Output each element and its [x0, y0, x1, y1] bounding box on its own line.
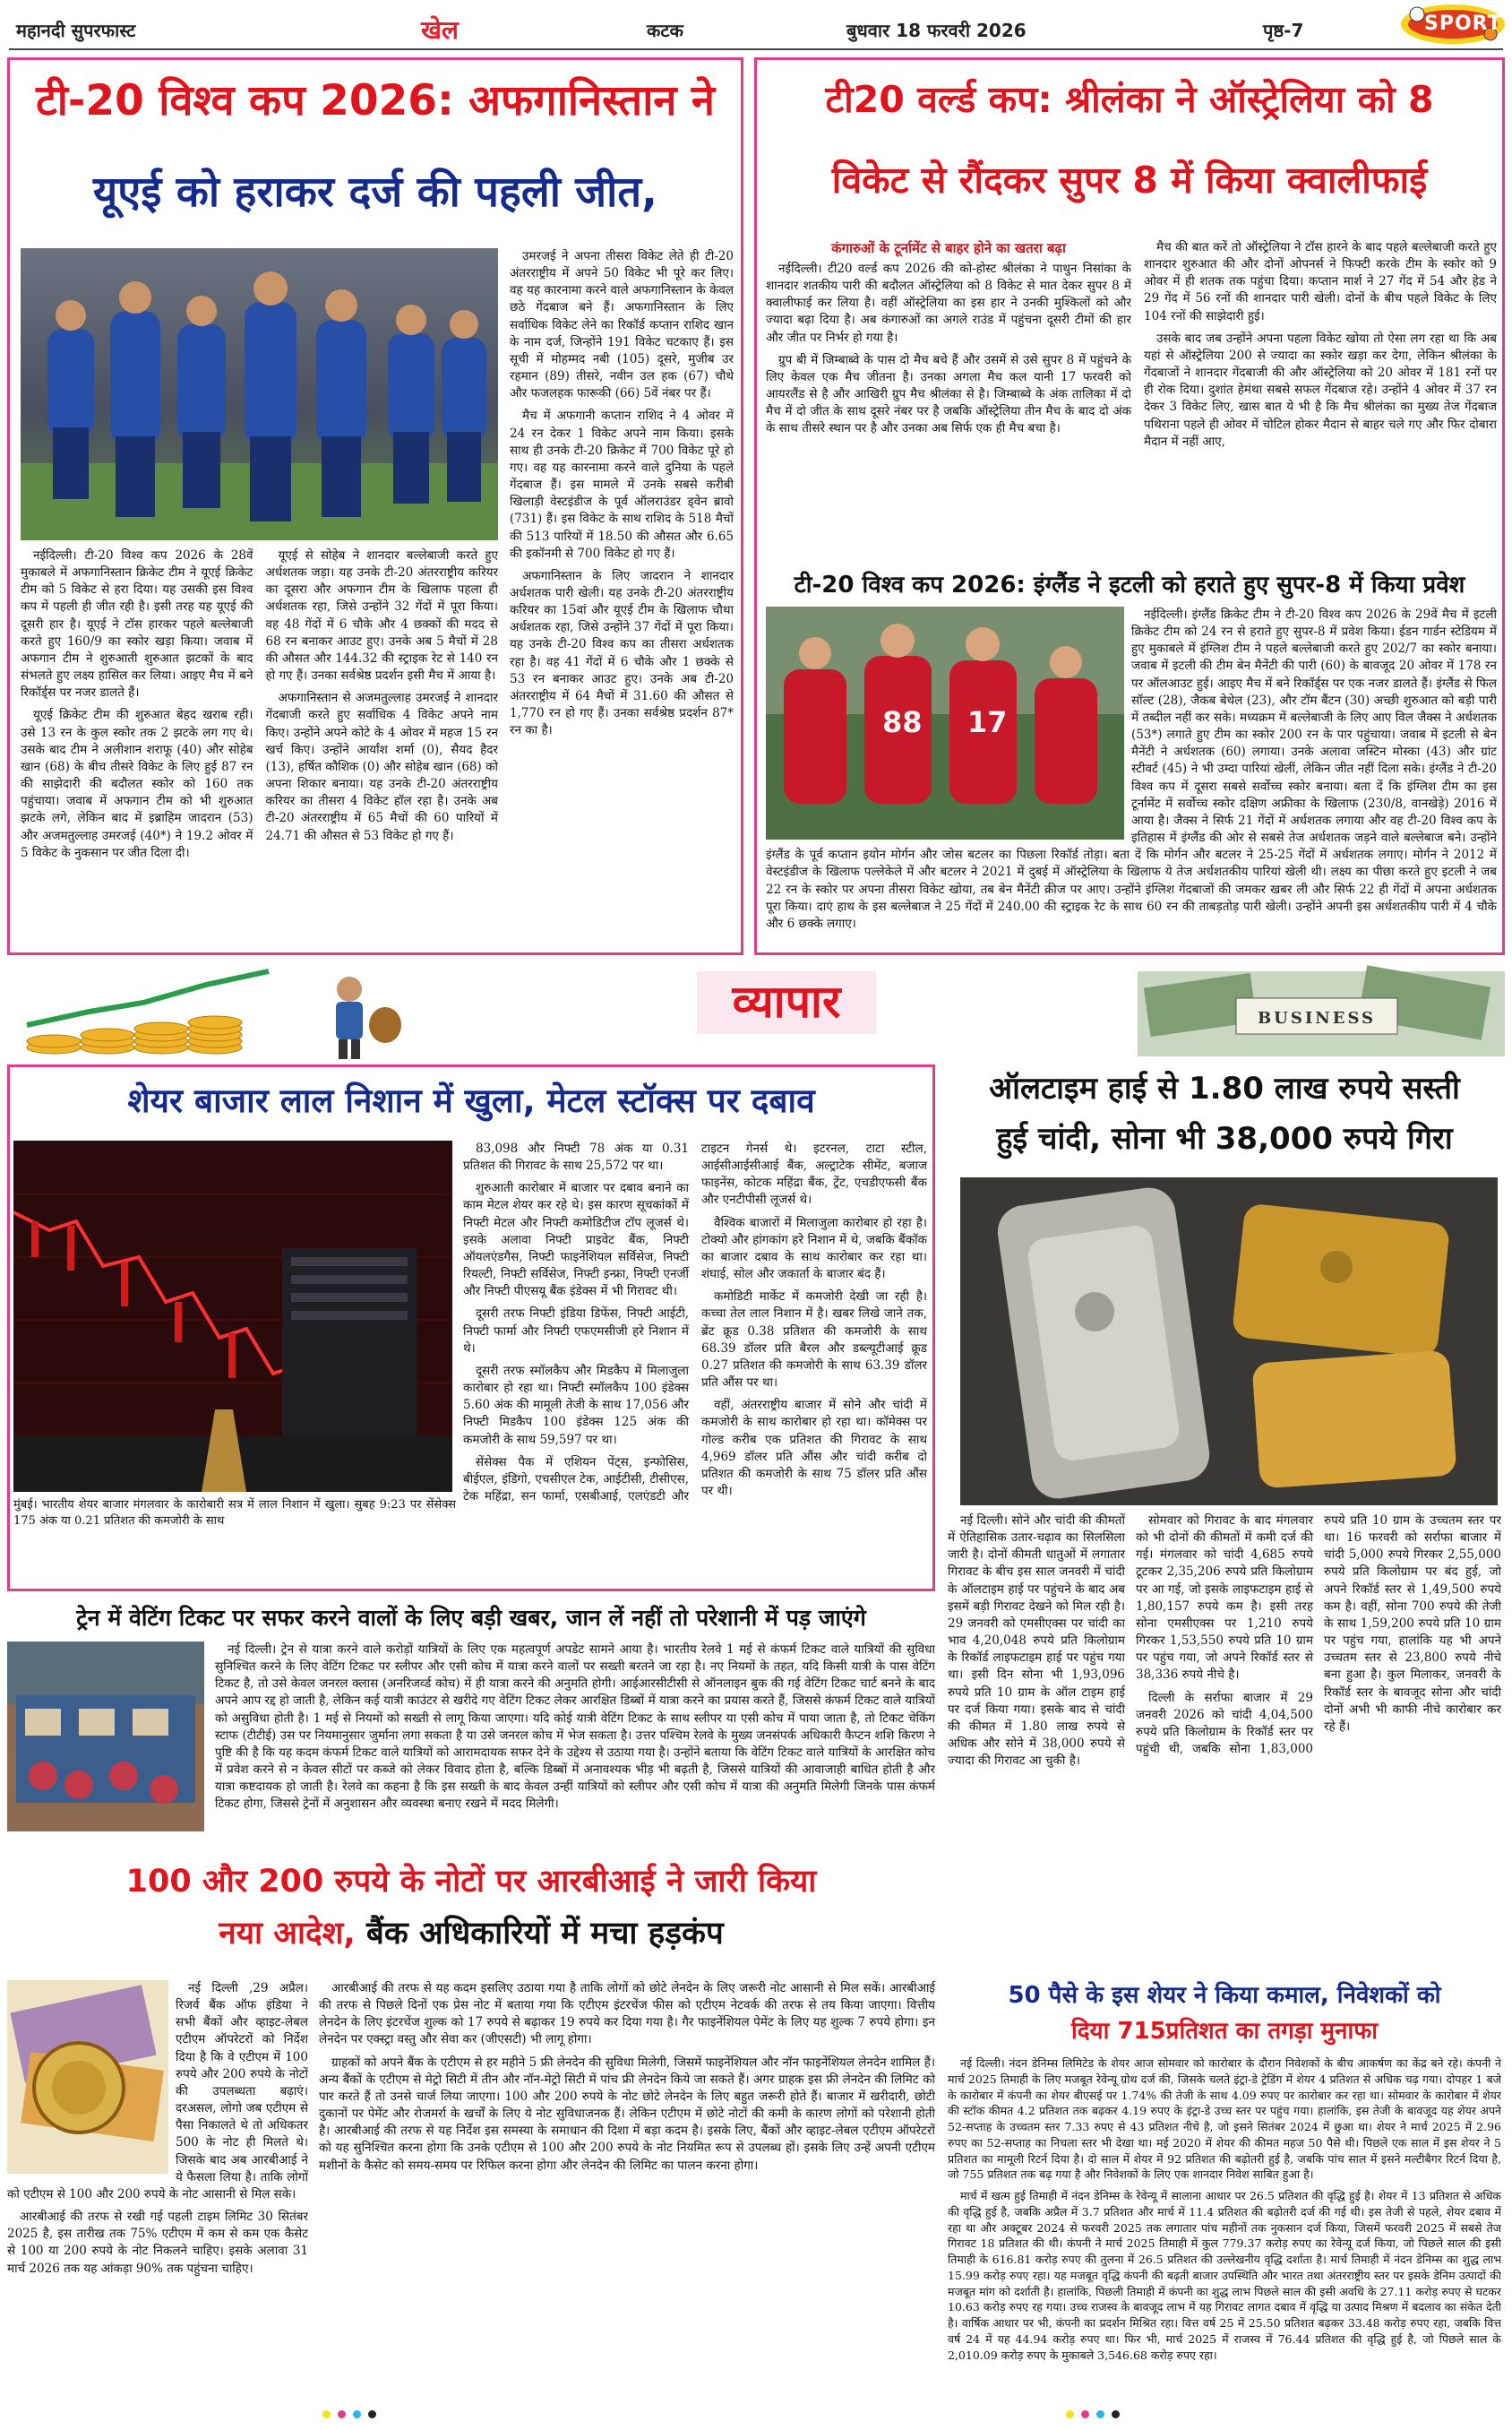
sl-para: ग्रुप बी में जिम्बाब्वे के पास दो मैच बचे हैं और उसमें से उसे सुपर 8 में पहुंचने के लिए केवल एक मैच जीतना है। उनका अगला मैच कल यानी 17 फरवरी को आयरलैंड से है और आखिरी ग्रुप मैच श्रीलंका से है। जिम्बाब्वे के अंक तालिका में दो मैच में दो जीत के साथ दूसरे नंबर पर है जबकि ऑस्ट्रेलिया तीन मैच के बाद दो अंक के साथ तीसरे स्थान पर है और उनका अब सिर्फ एक ही मैच बचा है। [766, 352, 1131, 436]
share-para: वैश्विक बाजारों में मिलाजुला कारोबार हो रहा है। टोक्यो और हांगकांग हरे निशान में थे, जबकि बैंकॉक का बाजार दबाव के साथ कारोबार कर रहा था। शंघाई, सोल और जकार्ता के बाजार बंद हैं। [701, 1215, 927, 1282]
afg-article-box [7, 57, 743, 955]
share-para: दूसरी तरफ निफ्टी इंडिया डिफेंस, निफ्टी आईटी, निफ्टी फार्मा और निफ्टी एफएमसीजी हरे निशान में थे। [463, 1306, 689, 1356]
share-para: दूसरी तरफ स्मॉलकैप और मिडकैप में मिलाजुला कारोबार हो रहा था। निफ्टी स्मॉलकैप 100 इंडेक्स 5.60 अंक की मामूली तेजी के साथ 17,056 और निफ्टी मिडकैप 100 इंडेक्स 125 अंक की कमजोरी के साथ 59,597 पर था। [463, 1363, 689, 1447]
afg-para: नईदिल्ली। टी-20 विश्व कप 2026 के 28वें मुकाबले में अफगानिस्तान क्रिकेट टीम ने यूएई क्रिकेट टीम को 5 विकेट से हरा दिया। यह उसकी इस विश्व कप में पहली ही जीत रही है। इसी तरह यह यूएई की दूसरी हार है। यूएई ने टॉस हारकर पहले बल्लेबाजी करते हुए 160/9 का स्कोर खड़ा किया। जवाब में अफगान टीम ने शुरुआती शुरुआत झटकों के बाद संभलते हुए लक्ष्य हासिल कर लिया। आइए मैच में बने रिकॉर्ड्स पर नजर डालते हैं। [21, 548, 253, 701]
sl-para: मैच की बात करें तो ऑस्ट्रेलिया ने टॉस हारने के बाद पहले बल्लेबाजी करते हुए शानदार शुरुआत की और दोनों ओपनर्स ने फिफ्टी करके टीम के स्कोर को 9 ओवर में ही शतक तक पहुंचा दिया। कप्तान मार्श ने 27 गेंद में 54 और हेड ने 29 गेंद में 56 रनों की शानदार पारी खेली। दोनों के बीच पहले विकेट के लिए 104 रनों की साझेदारी हुई। [1144, 240, 1497, 323]
gold-silver-bars-photo [960, 1177, 1498, 1505]
silver-para: नई दिल्ली। सोने और चांदी की कीमतों में ऐतिहासिक उतार-चढ़ाव का सिलसिला जारी है। दोनों कीमती धातुओं में लगातार गिरावट के बीच इस साल जनवरी में चांदी के ऑलटाइम हाई पर पहुंचने के बाद अब इसमें बड़ी गिरावट देखने को मिल रही है। 29 जनवरी को एमसीएक्स पर चांदी का भाव 4,20,048 रुपये प्रति किलोग्राम के रिकॉर्ड लाइफटाइम हाई पर पहुंच गया था। इसी दिन सोना भी 1,93,096 रुपये प्रति 10 ग्राम के ऑल टाइम हाई पर दर्ज किया गया। इसके बाद से चांदी की कीमत में 1.80 लाख रुपये से अधिक और सोने में 38,000 रुपये से ज्यादा की गिरावट आ चुकी है। [948, 1513, 1125, 1769]
business-word: BUSINESS [1257, 1009, 1377, 1028]
share-para: सेंसेक्स पैक में एशियन पेंट्स, इन्फोसिस, बीईएल, इंडिगो, एचसीएल टेक, आईटीसी, टीसीएस, टेक महिंद्रा, सन फार्मा, एसबीआई, एलएंडटी और टाइटन गेनर्स थे। इटरनल, टाटा स्टील, आईसीआईसीआई बैंक, अल्ट्राटेक सीमेंट, बजाज फाइनेंस, कोटक महिंद्रा बैंक, ट्रेंट, एचडीएफसी बैंक और एनटीपीसी लूजर्स थे। [463, 1142, 927, 1504]
print-dot [1096, 2410, 1104, 2418]
issue-date: बुधवार 18 फरवरी 2026 [846, 20, 1027, 41]
afg-body-left [21, 547, 498, 946]
rbi-left-text [7, 1980, 308, 2348]
eng-headline: टी-20 विश्व कप 2026: इंग्लैंड ने इटली को हराते हुए सुपर-8 में किया प्रवेश [794, 572, 1465, 599]
sl-body-left [766, 261, 1131, 556]
share-para: 83,098 और निफ्टी 78 अंक या 0.31 प्रतिशत की गिरावट के साथ 25,572 पर था। [463, 1142, 689, 1174]
page-number: पृष्ठ-7 [1263, 20, 1304, 41]
rbi-right-text [319, 1980, 935, 2348]
rbi-left [7, 1980, 308, 2348]
paise-para: मार्च में खत्म हुई तिमाही में नंदन डेनिम्स के रेवेन्यू में सालाना आधार पर 26.5 प्रतिशत की वृद्धि हुई है। शेयर में 13 प्रतिशत से अधिक की वृद्धि हुई है, जबकि अप्रैल में 3.7 प्रतिशत और मार्च में 11.4 प्रतिशत की बढ़ोतरी दर्ज की गई थी। इस तेजी से पहले, शेयर दबाव में रहा था और अक्टूबर 2024 से फरवरी 2025 तक लगातार पांच महीनों तक नुकसान दर्ज किया, जिसमें फरवरी 2025 में सबसे तेज गिरावट 18 प्रतिशत की थी। कंपनी ने मार्च 2025 तिमाही में कुल 779.37 करोड़ रुपए का रेवेन्यू दर्ज किया, जो पिछले साल की इसी तिमाही के 616.81 करोड़ रुपए की तुलना में 26.5 प्रतिशत की उल्लेखनीय वृद्धि दर्शाता है। मार्च तिमाही में नंदन डेनिम्स का शुद्ध लाभ 15.99 करोड़ रुपए रहा। यह मजबूत वृद्धि कंपनी की बढ़ती बाजार उपस्थिति और भारत तथा अंतरराष्ट्रीय स्तर पर इसके डेनिम उत्पादों की मजबूत मांग को दर्शाती है। हालांकि, पिछली तिमाही में कंपनी का शुद्ध लाभ पिछले साल की इसी अवधि के 27.11 करोड़ रुपए से घटकर 10.63 करोड़ रुपए रह गया। उच्च राजस्व के बावजूद लाभ में यह गिरावट लागत दबाव में वृद्धि या उत्पाद मिश्रण में बदलाव का संकेत देती है। वार्षिक आधार पर भी, कंपनी का प्रदर्शन मिश्रित रहा। वित्त वर्ष 25 में 25.50 प्रतिशत बढ़कर 33.48 करोड़ रुपए रहा, जबकि वित्त वर्ष 24 में यह 44.94 करोड़ रुपए था। फिर भी, मार्च 2025 में राजस्व में 76.44 प्रतिशत की वृद्धि हुई है, जो पिछले साल के 2,010.09 करोड़ रुपए के मुकाबले 3,546.68 करोड़ रुपए रहा। [948, 2189, 1501, 2362]
rbi-article [7, 1980, 935, 2394]
silver-para: दिल्ली के सर्राफा बाजार में 29 जनवरी 2026 को चांदी 4,04,500 रुपये प्रति किलोग्राम के रिकॉर्ड स्तर पर पहुंची थी, जबकि सोना 1,83,000 रुपये प्रति 10 ग्राम के उच्चतम स्तर पर था। 16 फरवरी को सर्राफा बाजार में चांदी 5,000 रुपये गिरकर 2,55,000 रुपये प्रति किलोग्राम पर बंद हुई, जो अपने रिकॉर्ड स्तर से 1,49,500 रुपये कम है। वहीं, सोना 700 रुपये की तेजी के साथ 1,59,200 रुपये प्रति 10 ग्राम पर पहुंच गया, हालांकि यह भी अपने उच्चतम स्तर से 23,800 रुपये नीचे बना हुआ है। कुल मिलाकर, जनवरी के रिकॉर्ड स्तर के बावजूद सोना और चांदी दोनों अभी भी काफी नीचे कारोबार कर रहे हैं। [1136, 1513, 1501, 1757]
share-para: वहीं, अंतरराष्ट्रीय बाजार में सोने और चांदी में कमजोरी के साथ कारोबार हो रहा था। कॉमेक्स पर गोल्ड करीब एक प्रतिशत की गिरावट के साथ 4,969 डॉलर प्रति औंस और चांदी करीब दो प्रतिशत की कमजोरी के साथ 75 डॉलर प्रति औंस पर थी। [701, 1398, 927, 1498]
silver-article [944, 1064, 1505, 2038]
sl-body-right [1144, 239, 1497, 556]
paise-headline-1: 50 पैसे के इस शेयर ने किया कमाल, निवेशकों को [1008, 1982, 1441, 2009]
afg-para: मैच में अफगानी कप्तान राशिद ने 4 ओवर में 24 रन देकर 1 विकेट अपने नाम किया। इसके साथ ही उनके टी-20 क्रिकेट में 700 विकेट पूरे हो गए। वह यह कारनामा करने वाले दुनिया के पहले गेंदबाज हैं। इस मामले में उनके सबसे करीबी खिलाड़ी वेस्टइंडीज के पूर्व ऑलराउंडर ड्वेन ब्रावो (731) हैं। इस विकेट के साथ राशिद के 518 मैचों की 513 पारियों में 18.50 की औसत और 6.65 की इकॉनमी से 700 विकेट हो गए हैं। [510, 409, 734, 561]
svg-text:88: 88 [882, 705, 923, 739]
share-para: कमोडिटी मार्केट में कमजोरी देखी जा रही है। कच्चा तेल लाल निशान में है। खबर लिखे जाने तक, ब्रेंट क्रूड 0.38 प्रतिशत की कमजोरी के साथ 68.39 डॉलर प्रति बैरल और डब्ल्यूटीआई क्रूड 0.27 प्रतिशत की कमजोरी के साथ 63.39 डॉलर प्रति औंस पर था। [701, 1289, 927, 1391]
sl-para: उसके बाद जब उन्होंने अपना पहला विकेट खोया तो ऐसा लग रहा था कि अब यहां से ऑस्ट्रेलिया 200 से ज्यादा का स्कोर खड़ा कर देगा, लेकिन श्रीलंका के गेंदबाजों ने शानदार गेंदबाजी की और ऑस्ट्रेलिया को 20 ओवर में 181 रनों पर ही रोक दिया। दुशांत हेमंथा सबसे सफल गेंदबाज रहे। उन्होंने 4 ओवर में 37 रन देकर 3 विकेट लिए, खास बात ये भी है कि मैच श्रीलंका का मुख्य तेज गेंदबाज पथिराना पहले ही ओवर में चोटिल होकर मैदान से बाहर चले गए और फिर दोबारा मैदान में नहीं आए, [1144, 331, 1497, 449]
afg-team-photo [21, 248, 498, 540]
train-headline: ट्रेन में वेटिंग टिकट पर सफर करने वालों के लिए बड़ी खबर, जान लें नहीं तो परेशानी में पड़ जाएंगे [76, 1605, 866, 1631]
afg-para: अफगानिस्तान के लिए जादरान ने शानदार अर्धशतक पारी खेली। यह उनके टी-20 अंतरराष्ट्रीय करियर का 15वां और यूएई टीम के खिलाफ चौथा अर्धशतक रहा, जिसे उन्होंने 37 गेंदों में पूरा किया। यह उनके टी-20 विश्व कप का तीसरा अर्धशतक रहा है। वह 41 गेंदों में 6 चौके और 1 छक्के से 53 रन बनाकर आउट हुए। उनके अब टी-20 अंतरराष्ट्रीय में 64 मैचों में 31.60 की औसत से 1,770 रन हो गए हैं। उनका सर्वश्रेष्ठ प्रदर्शन 87* रन का है। [510, 568, 734, 738]
sl-headline-1: टी20 वर्ल्ड कप: श्रीलंका ने ऑस्ट्रेलिया को 8 [825, 78, 1434, 121]
print-dot [322, 2410, 331, 2418]
afg-para: अफगानिस्तान से अजमतुल्लाह उमरजई ने शानदार गेंदबाजी करते हुए सर्वाधिक 4 विकेट अपने नाम किए। उन्होंने अपने कोटे के 4 ओवर में महज 15 रन खर्च किए। उन्होंने आर्यांश शर्मा (0), सैयद हैदर (13), हर्षित कौशिक (0) और सोहेब खान (68) को अपना शिकार बनाया। यह उनके टी-20 अंतरराष्ट्रीय करियर का तीसरा 4 विकेट हॉल रहा है। उनके अब टी-20 अंतरराष्ट्रीय में 65 मैचों की 60 पारियों में 24.71 की औसत से 53 विकेट हो गए हैं। [265, 691, 498, 843]
print-dot [353, 2410, 361, 2418]
afg-para: उमरजई ने अपना तीसरा विकेट लेते ही टी-20 अंतरराष्ट्रीय में अपने 50 विकेट भी पूरे कर लिए। वह यह कारनामा करने वाले अफगानिस्तान के केवल छठे गेंदबाज बने हैं। अफगानिस्तान के लिए सर्वाधिक विकेट लेने का रिकॉर्ड कप्तान राशिद खान के नाम दर्ज, जिन्होंने 191 विकेट चटकाए हैं। इस सूची में मोहम्मद नबी (105) दूसरे, मुजीब उर रहमान (89) तीसरे, नवीन उल हक (67) चौथे और फजलहक फारूकी (66) 5वें नंबर पर हैं। [510, 249, 734, 401]
rbi-para: ग्राहकों को अपने बैंक के एटीएम से हर महीने 5 फ्री लेनदेन की सुविधा मिलेगी, जिसमें फाइनेंशियल और नॉन फाइनेंशियल लेनदेन शामिल हैं। अन्य बैंकों के एटीएम से मेट्रो सिटी में तीन और नॉन-मेट्रो सिटी में पांच फ्री लेनदेन किये जा सकते हैं। अगर ग्राहक इस फ्री लेनदेन की लिमिट को पार करते हैं तो उनसे चार्ज लिया जाएगा। 100 और 200 रुपये के नोट छोटे लेनदेन के लिए बहुत जरूरी होते हैं। बाजार में खरीदारी, छोटी दुकानों पर पेमेंट और रोजमर्रा के खर्चों के लिए ये नोट सुविधाजनक हैं। लेकिन एटीएम में छोटे नोटों की कमी के कारण लोगों को परेशानी होती है। आरबीआई की तरफ से यह निर्देश इस समस्या के समाधान की दिशा में बड़ा कदम है। इसके लिए, बैंकों और व्हाइट-लेबल एटीएम ऑपरेटरों को यह सुनिश्चित करना होगा कि उनके एटीएम से 100 और 200 रुपये के नोट नियमित रूप से उपलब्ध हों। इसके लिए उन्हें अपनी एटीएम मशीनों के कैसेट को समय-समय पर रिफिल करना होगा और लेनदेन की लिमिट का पालन करना होगा। [319, 2055, 935, 2173]
paper-name: महानदी सुपरफास्ट [16, 20, 136, 41]
sl-subhead: कंगारुओं के टूर्नामेंट से बाहर होने का खतरा बढ़ा [831, 240, 1066, 256]
rbi-para: नई दिल्ली ,29 अप्रैल। रिजर्व बैंक ऑफ इंडिया ने सभी बैंकों और व्हाइट-लेबल एटीएम ऑपरेटरों को निर्देश दिया है कि वे एटीएम में 100 रुपये और 200 रुपये के नोटों की उपलब्धता बढ़ाएं। दरअसल, लोगो जब एटीएम से पैसा निकालते थे तो अधिकतर 500 के नोट ही मिलते थे। जिसके बाद अब आरबीआई ने ये फैसला लिया है। ताकि लोगों को एटीएम से 100 और 200 रुपये के नोट आसानी से मिल सके। [7, 1981, 308, 2202]
rbi-headline-2a: नया आदेश, [219, 1916, 356, 1952]
eng-body [766, 607, 1497, 947]
paise-headline-2: दिया 715प्रतिशत का तगड़ा मुनाफा [1071, 2018, 1378, 2045]
paise-body [948, 2055, 1501, 2389]
paise-article [944, 1980, 1505, 2394]
rbi-headline-2b: बैंक अधिकारियों में मचा हड़कंप [355, 1916, 724, 1952]
rbi-para: आरबीआई की तरफ से यह कदम इसलिए उठाया गया है ताकि लोगों को छोटे लेनदेन के लिए जरूरी नोट आसानी से मिल सकें। आरबीआई की तरफ से पिछले दिनों एक प्रेस नोट में बताया गया कि एटीएम इंटरचेंज फीस को एटीएम नेटवर्क की तरफ से तय किया जाएगा। वित्तीय लेनदेन के लिए इंटरचेंज शुल्क को 17 रुपये से बढ़ाकर 19 रुपये कर दिया गया है। गैर फाइनेंशियल पेमेंट के लिए यह शुल्क 7 रुपये होगा। इन लेनदेन पर एक्स्ट्रा वस्तु और सेवा कर (जीएसटी) भी लागू होगा। [319, 1981, 935, 2047]
sport-logo [1399, 2, 1507, 47]
silver-headline-2: हुई चांदी, सोना भी 38,000 रुपये गिरा [996, 1121, 1453, 1157]
afg-para: यूएई क्रिकेट टीम की शुरुआत बेहद खराब रही। उसे 13 रन के कुल स्कोर तक 2 झटके लग गए थे। उसके बाद टीम ने अलीशान शराफू (40) और सोहेब खान (68) के बीच तीसरे विकेट के लिए हुई 87 रन की साझेदारी की बदौलत स्कोर को 160 तक पहुंचाया। जवाब में अफगान टीम को भी शुरुआत झटके लगे, लेकिन बाद में इब्राहिम जादरान (53) और अजमतुल्लाह उमरजई (40*) ने 19.2 ओवर में 5 विकेट के नुकसान पर जीत दिला दी। [21, 708, 253, 860]
afg-para: यूएई से सोहेब ने शानदार बल्लेबाजी करते हुए अर्धशतक जड़ा। यह उनके टी-20 अंतरराष्ट्रीय करियर का दूसरा और अफगान टीम के खिलाफ पहला ही अर्धशतक रहा, जिसे उन्होंने 32 गेंदों में पूरा किया। वह 48 गेंदों में 6 चौके और 4 छक्कों की मदद से 68 रन बनाकर आउट हुए। उनके अब 5 मैचों में 28 की औसत और 144.32 की स्ट्राइक रेट से 140 रन हो गए हैं। उनका सर्वश्रेष्ठ प्रदर्शन इसी मैच में आया है। [265, 548, 498, 684]
silver-para: सोमवार को गिरावट के बाद मंगलवार को भी दोनों की कीमतों में कमी दर्ज की गई। मंगलवार को चांदी 4,685 रुपये टूटकर 2,35,206 रुपये प्रति किलोग्राम पर आ गई, जो इसके लाइफटाइम हाई से 1,80,157 रुपये कम है। इसी तरह सोना एमसीएक्स पर 1,210 रुपये गिरकर 1,53,550 रुपये प्रति 10 ग्राम पर पहुंच गया, जो अपने रिकॉर्ड स्तर से 38,336 रुपये नीचे है। [1136, 1513, 1313, 1683]
rbi-para: आरबीआई की तरफ से रखी गई पहली टाइम लिमिट 30 सितंबर 2025 है, इस तारीख तक 75% एटीएम में कम से कम एक कैसेट से 100 या 200 रुपये के नोट निकलने चाहिए। इसके अलावा 31 मार्च 2026 तक यह आंकड़ा 90% तक पहुंचना चाहिए। [7, 2210, 308, 2276]
print-marks-left [322, 2410, 412, 2423]
train-article [7, 1598, 935, 2038]
logo-text: SPORT [1424, 13, 1502, 35]
print-dot [1112, 2410, 1120, 2418]
share-body [463, 1141, 927, 1585]
business-banner [0, 962, 1512, 1061]
rbi-photo-spacer [7, 1980, 176, 2176]
silver-body [948, 1512, 1501, 2029]
afg-body-right [510, 248, 734, 947]
sl-article-box [754, 57, 1505, 955]
sl-headline-2: विकेट से रौंदकर सुपर 8 में किया क्वालीफाई [831, 159, 1428, 202]
share-article-box [7, 1064, 935, 1591]
afg-headline-1: टी-20 विश्व कप 2026: अफगानिस्तान ने [36, 76, 715, 125]
share-caption: मुंबई। भारतीय शेयर बाजार मंगलवार के कारोबारी सत्र में लाल निशान में खुला। सुबह 9:23 पर सेंसेक्स 175 अंक या 0.21 प्रतिशत की कमजोरी के साथ [13, 1498, 456, 1529]
section-name: खेल [421, 15, 459, 45]
eng-para: नईदिल्ली। इंग्लैंड क्रिकेट टीम ने टी-20 विश्व कप 2026 के 29वें मैच में इटली क्रिकेट टीम को 24 रन से हराते हुए सुपर-8 में प्रवेश किया। ईडन गार्डन स्टेडियम में हुए मुकाबले में इंग्लिश टीम ने पहले बल्लेबाजी करते हुए 202/7 का स्कोर बनाया। जवाब में इटली की टीम बेन मैनेंटी की पारी (60) के बावजूद 20 ओवर में 178 रन पर ऑलआउट हुई। आइए मैच में बने रिकॉर्ड्स पर एक नजर डालते हैं। इंग्लैंड से फिल सॉल्ट (28), जैकब बेथेल (23), और टॉम बैंटन (30) अच्छी शुरुआत को बड़ी पारी में तब्दील नहीं कर सके। मध्यक्रम में बल्लेबाजी के लिए आए विल जैक्स ने अर्धशतक (53*) लगाते हुए टीम का स्कोर 200 रन के पार पहुंचाया। जवाब में इटली से बेन मैनेंटी ने अर्धशतक (60) लगाया। उनके अलावा जस्टिन मोस्का (43) और ग्रांट स्टीवर्ट (45) ने भी उम्दा पारियां खेलीं, लेकिन जीत नहीं दिला सके। इंग्लैंड ने टी-20 विश्व कप में दूसरा सबसे सर्वोच्च स्कोर बनाया। बता दें कि इंग्लिश टीम का इस टूर्नामेंट में सर्वोच्च स्कोर दक्षिण अफ्रीका के खिलाफ (230/8, वानखेड़े) 2016 में आया है। जैक्स ने सिर्फ 21 गेंदों में अर्धशतक लगाया और वह टी-20 विश्व कप के इतिहास में इंग्लैंड की ओर से सबसे तेज अर्धशतक जड़ने वाले बल्लेबाज बने। उन्होंने इंग्लैंड के पूर्व कप्तान इयोन मोर्गन और जोस बटलर का पिछला रिकॉर्ड तोड़ा। बता दें कि मोर्गन और बटलर ने 25-25 गेंदों में अर्धशतक लगाए। मोर्गन ने 2012 में वेस्टइंडीज के खिलाफ पल्लेकेले में और बटलर ने 2021 में दुबई में ऑस्ट्रेलिया के खिलाफ ये तेज अर्धशतकीय पारियां खेली थी। लक्ष्य का पीछा करते हुए इटली ने जब 22 रन के स्कोर पर अपना तीसरा विकेट खोया, तब बेन मैनेंटी क्रीज पर आए। उन्होंने इंग्लिश गेंदबाजों की जमकर खबर ली और सिर्फ 22 ही गेंदों में अपना अर्धशतक पूरा किया। दाएं हाथ के इस बल्लेबाज ने 25 गेंदों में 240.00 की स्ट्राइक रेट के साथ 60 रन की ताबड़तोड़ पारी खेली। उन्होंने अपनी इस अर्धशतकीय पारी में 4 चौके और 6 छक्के लगाए। [766, 608, 1497, 931]
sl-para: नईदिल्ली। टी20 वर्ल्ड कप 2026 की को-होस्ट श्रीलंका ने पाथुन निसांका के शानदार शतकीय पारी की बदौलत ऑस्ट्रेलिया को 8 विकेट से मात देकर सुपर 8 में क्वालीफाई कर लिया है। वहीं ऑस्ट्रेलिया का इस हार ने उनकी मुश्किलों को और ज्यादा बढ़ा दिया है। अब कंगारुओं का अगले राउंड में पहुंचना दूसरी टीमों की हार और जीत पर निर्भर हो गया है। [766, 262, 1131, 345]
share-headline: शेयर बाजार लाल निशान में खुला, मेटल स्टॉक्स पर दबाव [127, 1081, 815, 1120]
print-dot [338, 2410, 346, 2418]
train-body [7, 1642, 935, 1849]
rbi-headline-2 [7, 1912, 935, 1955]
masthead-bar [9, 7, 1503, 50]
print-marks-right [1066, 2410, 1155, 2423]
share-para: शुरुआती कारोबार में बाजार पर दबाव बनाने का काम मेटल शेयर कर रहे थे। इस कारण सूचकांकों में निफ्टी मेटल और निफ्टी कमोडिटीज टॉप लूजर्स थे। इसके अलावा निफ्टी प्राइवेट बैंक, निफ्टी ऑयलएंडगैस, निफ्टी फाइनेंशियल सर्विसेज, निफ्टी रियल्टी, निफ्टी सर्विसेज, निफ्टी इन्फ्रा, निफ्टी एनर्जी और निफ्टी पीएसयू बैंक इंडेक्स में भी गिरावट थी। [463, 1181, 689, 1299]
stock-market-photo [13, 1141, 452, 1492]
print-dot [1081, 2410, 1089, 2418]
print-dot [1066, 2410, 1074, 2418]
silver-headline-1: ऑलटाइम हाई से 1.80 लाख रुपये सस्ती [989, 1071, 1460, 1107]
train-photo [7, 1642, 204, 1831]
business-section-title: व्यापार [732, 976, 841, 1028]
eng-photo-spacer [766, 607, 1131, 841]
print-dot [368, 2410, 376, 2418]
paise-para: नई दिल्ली। नंदन डेनिम्स लिमिटेड के शेयर आज सोमवार को कारोबार के दौरान निवेशकों के बीच आकर्षण का केंद्र बने रहे। कंपनी ने मार्च 2025 तिमाही के लिए मजबूत रेवेन्यू ग्रोथ दर्ज की, जिसके चलते इंट्रा-डे ट्रेडिंग में शेयर 4 प्रतिशत से अधिक चढ़ गया। दोपहर 1 बजे के कारोबार में कंपनी का शेयर बीएसई पर 1.74% की तेजी के साथ 4.09 रुपए पर कारोबार कर रहा था। सोमवार के कारोबार में शेयर की स्टॉक कीमत 4.2 प्रतिशत तक बढ़कर 4.19 रुपए के इंट्रा-डे उच्च स्तर पर पहुंच गया। हालांकि, इस तेजी के बावजूद यह शेयर अपने 52-सप्ताह के उच्चतम स्तर 7.33 रुपए से 43 प्रतिशत नीचे है, जो इसने सितंबर 2024 में छुआ था। शेयर ने मार्च 2025 में 2.96 रुपए का 52-सप्ताह का निचला स्तर भी देखा था। मई 2020 में शेयर की कीमत महज 50 पैसे थी। पिछले एक साल में इस शेयर ने 5 प्रतिशत का मामूली रिटर्न दिया है। दो साल में शेयर में 92 प्रतिशत की बढ़ोतरी हुई है, जबकि पांच साल में इसने मल्टीबैगर रिटर्न दिया है, जो 755 प्रतिशत तक बढ़ गया है और निवेशकों के लिए एक शानदार निवेश साबित हुआ है। [948, 2056, 1501, 2182]
rbi-headline-1: 100 और 200 रुपये के नोटों पर आरबीआई ने जारी किया [125, 1864, 817, 1900]
afg-headline-2: यूएई को हराकर दर्ज की पहली जीत, [93, 168, 657, 217]
svg-text:17: 17 [967, 705, 1008, 739]
train-para: नई दिल्ली। ट्रेन से यात्रा करने वाले करोड़ों यात्रियों के लिए एक महत्वपूर्ण अपडेट सामने आया है। भारतीय रेलवे 1 मई से कंफर्म टिकट वाले यात्रियों की सुविधा सुनिश्चित करने के लिए वेटिंग टिकट पर स्लीपर और एसी कोच में यात्रा करने वालों पर सख्ती बरतने जा रहा है। नए नियमों के तहत, यदि किसी यात्री के पास वेटिंग टिकट है, तो उसे केवल जनरल क्लास (अनरिजर्व्ड कोच) में ही यात्रा करने की अनुमति होगी। आईआरसीटीसी से ऑनलाइन बुक की गई वेटिंग टिकट चार्ट बनने के बाद अपने आप रद्द हो जाती है, लेकिन कई यात्री काउंटर से खरीदे गए वेटिंग टिकट लेकर आरक्षित डिब्बों में यात्रा करने का प्रयास करते हैं, जिससे कंफर्म टिकट वाले यात्रियों को असुविधा होती है। 1 मई से नियमों को सख्ती से लागू किया जाएगा। यदि कोई यात्री वेटिंग टिकट के साथ स्लीपर या एसी कोच में पाया जाता है, तो टिकट चेकिंग स्टाफ (टीटीई) उस पर नियमानुसार जुर्माना लगा सकता है या उसे जनरल कोच में भेज सकता है। उत्तर पश्चिम रेलवे के मुख्य जनसंपर्क अधिकारी कैप्टन शशि किरण ने पुष्टि की है कि यह कदम कंफर्म टिकट वाले यात्रियों को आरामदायक सफर देने के उद्देश्य से उठाया गया है। उन्होंने बताया कि वेटिंग टिकट वाले यात्रियों के आरक्षित कोच में प्रवेश करने से न केवल सीटों पर कब्जे को लेकर विवाद होता है, बल्कि डिब्बों में अनावश्यक भीड़ भी बढ़ती है, जिससे यात्रियों की आवाजाही बाधित होती है और यात्रा कष्टदायक हो जाती है। रेलवे का कहना है कि इस सख्ती के बाद केवल उन्हीं यात्रियों को स्लीपर और एसी कोच में यात्रा की अनुमति मिलेगी जिनके पास कंफर्म टिकट होगा, जिससे ट्रेनों में अनुशासन और व्यवस्था बनाए रखने में मदद मिलेगी। [215, 1642, 935, 1812]
city: कटक [647, 20, 683, 41]
